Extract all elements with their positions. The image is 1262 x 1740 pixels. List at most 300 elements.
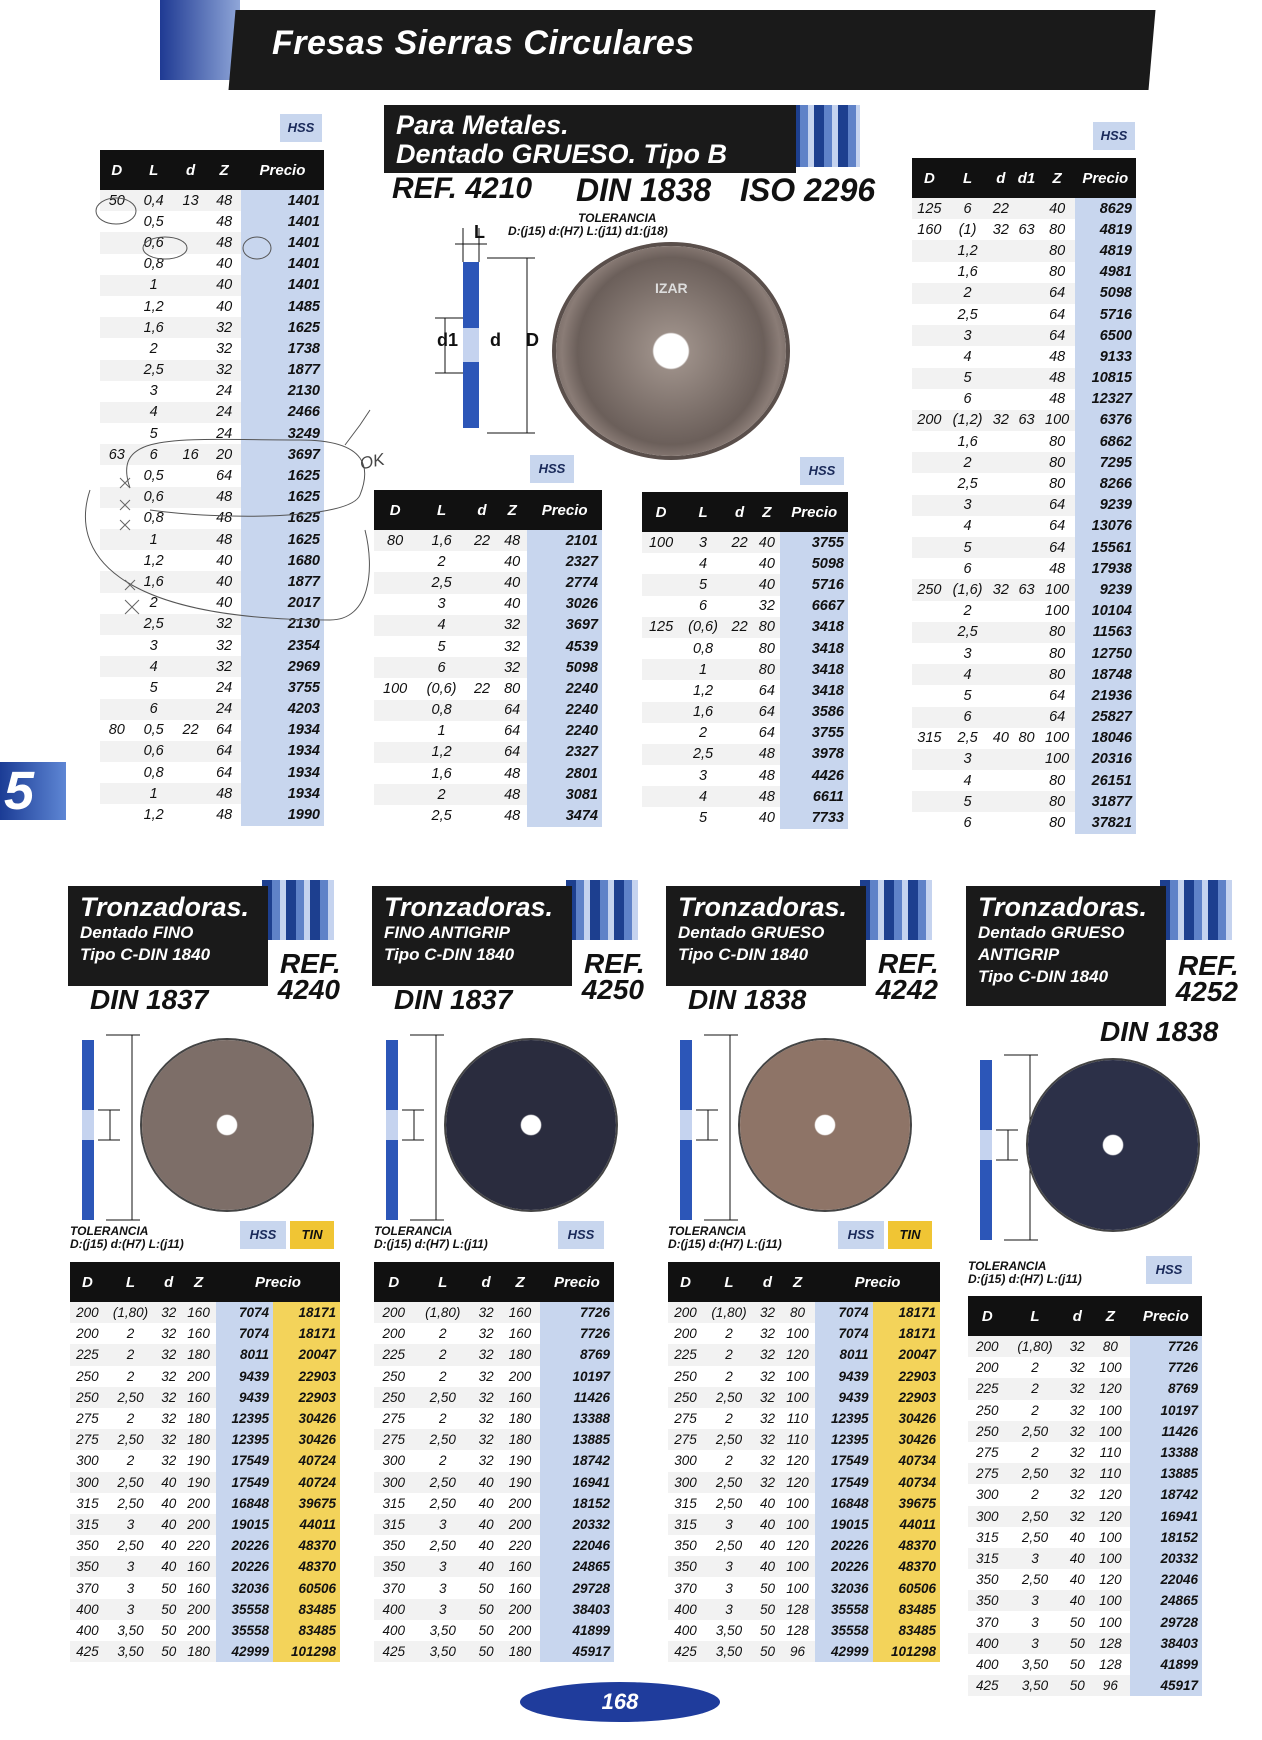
table-cell: 40724 <box>273 1472 340 1493</box>
table-cell: 4 <box>947 664 989 685</box>
table-cell: 80 <box>1040 452 1075 473</box>
table-cell: 180 <box>500 1429 539 1450</box>
table-cell: 48 <box>216 510 233 527</box>
table-cell: (1,80) <box>105 1302 156 1323</box>
table-cell: 0,8 <box>143 256 164 273</box>
table-row <box>668 1620 940 1641</box>
column-header: Z <box>753 492 780 532</box>
table-cell: 2,50 <box>703 1387 755 1408</box>
table-cell <box>912 368 947 389</box>
table-cell: 11563 <box>1075 622 1136 643</box>
table-cell: 32 <box>161 1326 177 1342</box>
section-title-box <box>384 105 796 173</box>
table-cell: 32 <box>478 1368 494 1384</box>
table-cell: 10815 <box>1075 368 1136 389</box>
table-cell: 40 <box>207 275 241 296</box>
table-cell: 100 <box>1099 1529 1122 1545</box>
table-cell <box>174 677 208 698</box>
table-cell: 350 <box>382 1538 405 1554</box>
table-cell: 48 <box>207 529 241 550</box>
table-cell <box>467 700 497 721</box>
table-cell: 40 <box>216 595 233 612</box>
table-row <box>912 452 1136 473</box>
table-cell: 20226 <box>815 1535 873 1556</box>
table-row <box>374 551 602 572</box>
table-cell <box>1013 495 1040 516</box>
table-cell <box>726 786 753 807</box>
table-cell: 425 <box>70 1641 105 1662</box>
tronzadoras-title-box <box>68 886 268 986</box>
table-cell: 9439 <box>216 1387 273 1408</box>
table-cell: 1877 <box>241 571 324 592</box>
table-cell: 2101 <box>527 530 602 551</box>
table-cell: 35558 <box>815 1620 873 1641</box>
table-cell: 13885 <box>1130 1463 1202 1484</box>
table-cell: 100 <box>1045 730 1070 747</box>
tolerance-label: TOLERANCIA <box>374 1224 453 1238</box>
table-row <box>668 1429 940 1450</box>
table-cell: 128 <box>780 1599 815 1620</box>
table-cell: 100 <box>1040 749 1075 770</box>
table-cell <box>642 659 680 680</box>
table-cell: 370 <box>382 1580 405 1596</box>
table-row <box>968 1548 1202 1569</box>
table-cell: 48 <box>753 786 780 807</box>
table-row <box>374 1535 614 1556</box>
table-cell: 3 <box>703 1599 755 1620</box>
table-cell: 32 <box>216 637 233 654</box>
table-cell: 32 <box>497 615 527 636</box>
table-cell: 40 <box>472 1514 500 1535</box>
table-row <box>100 741 324 762</box>
table-cell: 80 <box>1049 476 1066 493</box>
table-cell: 100 <box>780 1556 815 1577</box>
table-cell: 40 <box>478 1495 494 1511</box>
table-cell <box>988 516 1013 537</box>
hss-tag-table2: HSS <box>530 455 574 483</box>
tolerance-values: D:(j15) d:(H7) L:(j11) <box>374 1237 488 1251</box>
table-cell: 2240 <box>527 700 602 721</box>
table-cell: 48 <box>504 808 521 825</box>
table-cell: (0,6) <box>426 680 457 697</box>
table-cell: 7074 <box>815 1302 873 1323</box>
table-cell: 18742 <box>1130 1484 1202 1505</box>
hss-tag: HSS <box>838 1221 884 1249</box>
table-cell: 20047 <box>273 1344 340 1365</box>
table-row <box>70 1556 340 1577</box>
table-cell: 0,4 <box>134 190 174 211</box>
table-cell: 0,6 <box>134 232 174 253</box>
table-cell: 4 <box>416 615 467 636</box>
table-cell: 32 <box>156 1429 181 1450</box>
table-cell: 3978 <box>780 744 848 765</box>
table-cell: 44011 <box>873 1514 940 1535</box>
table-cell <box>912 622 947 643</box>
table-cell: 32 <box>992 221 1009 238</box>
table-cell: 2 <box>126 1326 135 1342</box>
table-cell: 48 <box>497 530 527 551</box>
table-cell: 200 <box>674 1326 697 1342</box>
table-row <box>668 1556 940 1577</box>
table-row <box>374 1323 614 1344</box>
table-cell: 2240 <box>527 721 602 742</box>
table-row <box>642 638 848 659</box>
column-header: d <box>156 1262 181 1302</box>
saw-blade-image <box>446 1040 616 1210</box>
table-cell: 6500 <box>1075 325 1136 346</box>
table-cell: 4 <box>963 772 972 789</box>
table-cell: (1) <box>958 221 977 238</box>
table-row <box>912 198 1136 219</box>
table-cell: 7074 <box>815 1323 873 1344</box>
table-cell: 13388 <box>540 1408 614 1429</box>
table-cell: 64 <box>216 468 233 485</box>
table-cell: 40 <box>759 1538 775 1554</box>
table-cell: 32036 <box>815 1577 873 1598</box>
table-cell: 32 <box>759 1453 775 1469</box>
table-cell: 300 <box>76 1453 99 1469</box>
table-cell <box>988 283 1013 304</box>
table-row <box>912 643 1136 664</box>
table-cell <box>467 551 497 572</box>
table-row <box>100 677 324 698</box>
table-cell: 17549 <box>216 1450 273 1471</box>
column-header: Precio <box>241 150 324 190</box>
table-cell: 32 <box>156 1344 181 1365</box>
table-row <box>968 1378 1202 1399</box>
table-cell: 315 <box>382 1495 405 1511</box>
table-cell: 200 <box>912 410 947 431</box>
table-cell <box>467 572 497 593</box>
table-cell: 180 <box>181 1641 216 1662</box>
table-cell <box>642 723 680 744</box>
table-cell: 20047 <box>873 1344 940 1365</box>
table-cell <box>726 574 753 595</box>
table-row <box>374 721 602 742</box>
table-row <box>912 516 1136 537</box>
table-cell: 9239 <box>1075 495 1136 516</box>
table-cell: 100 <box>1099 1402 1122 1418</box>
table-cell: 3 <box>105 1556 156 1577</box>
column-header: L <box>947 158 989 198</box>
table-cell: 4819 <box>1075 240 1136 261</box>
table-cell: 4981 <box>1075 262 1136 283</box>
table-cell: 5 <box>149 679 158 696</box>
table-cell: 200 <box>374 1302 413 1323</box>
table-row <box>374 1344 614 1365</box>
table-cell: 7295 <box>1075 452 1136 473</box>
table-cell: 35558 <box>216 1620 273 1641</box>
table-cell: 1,2 <box>947 240 989 261</box>
table-row <box>668 1599 940 1620</box>
table-cell: 48 <box>1049 560 1066 577</box>
table-cell: 7074 <box>216 1302 273 1323</box>
table-cell: 275 <box>374 1429 413 1450</box>
table-cell: 5 <box>680 574 726 595</box>
din-label: DIN 1838 <box>688 984 807 1015</box>
table-cell: 42999 <box>815 1641 873 1662</box>
table-cell: 4 <box>699 555 708 572</box>
tolerance-values: D:(j15) d:(H7) L:(j11) <box>668 1237 782 1251</box>
table-cell <box>642 786 680 807</box>
table-cell: 60506 <box>273 1577 340 1598</box>
table-cell: 1,2 <box>416 742 467 763</box>
table-cell: 120 <box>780 1344 815 1365</box>
table-row <box>642 723 848 744</box>
table-cell: 120 <box>786 1538 809 1554</box>
table-cell: 3697 <box>241 444 324 465</box>
table-row <box>70 1450 340 1471</box>
table-cell <box>374 742 416 763</box>
table-cell: 32 <box>207 317 241 338</box>
table-cell: 2,5 <box>957 476 978 493</box>
table-cell: 200 <box>181 1514 216 1535</box>
table-cell: 1 <box>134 275 174 296</box>
table-cell: 5 <box>947 537 989 558</box>
tronzadoras-title-box <box>372 886 572 986</box>
table-cell: 2,5 <box>957 306 978 323</box>
table-cell: 22046 <box>1130 1569 1202 1590</box>
table-cell: 2327 <box>527 551 602 572</box>
table-cell: 50 <box>161 1580 177 1596</box>
table-cell: 39675 <box>273 1493 340 1514</box>
table-cell: 2,50 <box>715 1538 743 1554</box>
table-cell <box>988 368 1013 389</box>
table-cell: 32036 <box>216 1577 273 1598</box>
table-cell <box>912 685 947 706</box>
table-cell: 0,5 <box>143 468 164 485</box>
table-cell: 2,50 <box>105 1387 156 1408</box>
table-cell <box>374 615 416 636</box>
dim-label-D: D <box>526 330 539 350</box>
table-cell: 32 <box>755 1429 780 1450</box>
table-row <box>668 1450 940 1471</box>
table-cell: 64 <box>1040 707 1075 728</box>
table-row <box>912 410 1136 431</box>
table-cell: 40 <box>1040 198 1075 219</box>
table-cell: 160 <box>187 1580 210 1596</box>
table-cell: 0,6 <box>134 487 174 508</box>
table-cell: 160 <box>500 1556 539 1577</box>
table-cell: 315 <box>374 1514 413 1535</box>
table-cell <box>988 643 1013 664</box>
table-cell: 32 <box>156 1387 181 1408</box>
table-row <box>374 636 602 657</box>
table-cell <box>467 742 497 763</box>
table-cell <box>988 495 1013 516</box>
table-cell: 1934 <box>241 783 324 804</box>
table-cell: 225 <box>374 1344 413 1365</box>
table-cell: 2 <box>1031 1445 1039 1461</box>
dim-label-d1: d1 <box>437 330 459 350</box>
table-cell: 250 <box>668 1387 703 1408</box>
table-cell <box>988 770 1013 791</box>
table-cell: 3418 <box>780 638 848 659</box>
subtitle-1: Dentado GRUESO <box>978 923 1125 942</box>
hss-tag: HSS <box>240 1221 286 1249</box>
table-cell: 22 <box>726 532 753 553</box>
table-cell: 37821 <box>1075 812 1136 833</box>
dim-label-d: d <box>490 330 501 350</box>
table-cell: 225 <box>968 1378 1007 1399</box>
table-cell <box>1013 685 1040 706</box>
column-header: D <box>374 490 416 530</box>
table-row <box>912 325 1136 346</box>
table-cell: 128 <box>786 1622 809 1638</box>
table-cell: 80 <box>758 640 775 657</box>
table-cell: 250 <box>382 1368 405 1384</box>
table-cell <box>467 784 497 805</box>
table-cell: 15561 <box>1075 537 1136 558</box>
table-cell: 20332 <box>1130 1548 1202 1569</box>
table-cell: 2466 <box>241 402 324 423</box>
table-cell: 50 <box>755 1641 780 1662</box>
table-cell: 0,8 <box>143 764 164 781</box>
table-cell: 100 <box>780 1387 815 1408</box>
table-cell: 17549 <box>216 1472 273 1493</box>
table-row <box>912 728 1136 749</box>
table-cell: 32 <box>207 360 241 381</box>
table-cell: 128 <box>1099 1656 1122 1672</box>
table-cell: 1934 <box>241 720 324 741</box>
table-cell: 17549 <box>815 1472 873 1493</box>
table-cell: 3697 <box>527 615 602 636</box>
table-row <box>374 1450 614 1471</box>
table-cell: 10197 <box>540 1366 614 1387</box>
table-row <box>912 685 1136 706</box>
table-cell: 63 <box>1013 410 1040 431</box>
table-cell: 64 <box>497 700 527 721</box>
table-cell: 24 <box>207 402 241 423</box>
table-cell <box>912 664 947 685</box>
table-cell: 16941 <box>540 1472 614 1493</box>
table-row <box>100 699 324 720</box>
table-cell: 50 <box>1069 1656 1085 1672</box>
table-cell: 3418 <box>780 680 848 701</box>
table-cell: 200 <box>508 1368 532 1384</box>
table-row <box>912 368 1136 389</box>
table-cell: 32 <box>755 1387 780 1408</box>
table-cell: 6 <box>134 444 174 465</box>
column-header: L <box>413 1262 471 1302</box>
table-cell: 1 <box>437 723 446 740</box>
table-cell: 250 <box>975 1402 999 1418</box>
table-row <box>70 1577 340 1598</box>
table-cell <box>988 707 1013 728</box>
table-row <box>912 346 1136 367</box>
table-cell: 40 <box>755 1514 780 1535</box>
table-cell: 1485 <box>241 296 324 317</box>
table-cell <box>642 744 680 765</box>
table-cell <box>912 389 947 410</box>
table-cell: 7726 <box>540 1323 614 1344</box>
table-cell: 10197 <box>1130 1400 1202 1421</box>
table-cell: 200 <box>187 1622 210 1638</box>
table-cell: (1,80) <box>413 1302 471 1323</box>
table-row <box>70 1323 340 1344</box>
table-row <box>912 495 1136 516</box>
table-cell: 48 <box>207 487 241 508</box>
table-cell: 80 <box>753 659 780 680</box>
table-cell: 100 <box>780 1514 815 1535</box>
table-cell: 0,8 <box>416 700 467 721</box>
table-cell: 80 <box>1040 791 1075 812</box>
table-row <box>912 304 1136 325</box>
table-cell: 1934 <box>241 762 324 783</box>
column-header: d <box>1064 1296 1092 1336</box>
table-cell: 12327 <box>1075 389 1136 410</box>
table-cell: 3 <box>680 532 726 553</box>
table-cell <box>726 765 753 786</box>
table-row <box>374 1514 614 1535</box>
table-cell: 3,50 <box>429 1622 456 1638</box>
table-cell: 22903 <box>273 1387 340 1408</box>
tolerance-values: D:(j15) d:(H7) L:(j11) <box>968 1272 1082 1286</box>
table-cell: 24 <box>216 679 233 696</box>
table-cell: 1 <box>134 529 174 550</box>
table-cell: 80 <box>1049 645 1066 662</box>
table-cell: 22 <box>988 198 1013 219</box>
table-cell: 2327 <box>527 742 602 763</box>
table-cell: 32 <box>758 598 775 615</box>
table-cell: 8769 <box>540 1344 614 1365</box>
table-cell: 7074 <box>216 1323 273 1344</box>
table-cell <box>1013 558 1040 579</box>
table-cell: 40 <box>758 555 775 572</box>
table-cell: 350 <box>968 1590 1007 1611</box>
table-cell: 18171 <box>273 1323 340 1344</box>
table-cell: 2354 <box>241 635 324 656</box>
table-row <box>642 532 848 553</box>
table-cell: 2 <box>1031 1402 1039 1418</box>
table-cell <box>988 389 1013 410</box>
table-cell: 2,50 <box>429 1538 456 1554</box>
table-cell: 48370 <box>273 1535 340 1556</box>
table-cell: 2 <box>437 553 446 570</box>
table-cell: 16941 <box>1130 1506 1202 1527</box>
table-cell: 35558 <box>216 1599 273 1620</box>
table-cell: 3 <box>413 1514 471 1535</box>
table-cell: 24865 <box>1130 1590 1202 1611</box>
table-cell <box>912 240 947 261</box>
table-cell: 120 <box>1091 1378 1130 1399</box>
table-cell: 100 <box>786 1326 809 1342</box>
table-cell: 5 <box>149 425 158 442</box>
table-cell: 300 <box>975 1487 999 1503</box>
title-stripes <box>1160 880 1232 940</box>
din-label: DIN 1838 <box>576 172 712 208</box>
table-cell: 6 <box>699 598 708 615</box>
table-cell: 40 <box>753 574 780 595</box>
table-cell: 40 <box>1064 1548 1092 1569</box>
table-cell <box>1013 389 1040 410</box>
table-cell <box>374 721 416 742</box>
table-ref4210-d80-100 <box>374 490 602 827</box>
table-cell: 3 <box>438 1580 447 1596</box>
table-cell <box>988 262 1013 283</box>
table-cell: 40 <box>1069 1529 1085 1545</box>
table-cell: 50 <box>1064 1633 1092 1654</box>
column-header: d <box>726 492 753 532</box>
table-cell: 2 <box>947 452 989 473</box>
table-cell: 350 <box>674 1538 697 1554</box>
table-ref4210-d100-125 <box>642 492 848 829</box>
table-cell: 32 <box>1064 1421 1092 1442</box>
table-cell <box>467 594 497 615</box>
table-cell: 11426 <box>540 1387 614 1408</box>
table-cell: 315 <box>975 1529 999 1545</box>
table-cell: 32 <box>207 614 241 635</box>
